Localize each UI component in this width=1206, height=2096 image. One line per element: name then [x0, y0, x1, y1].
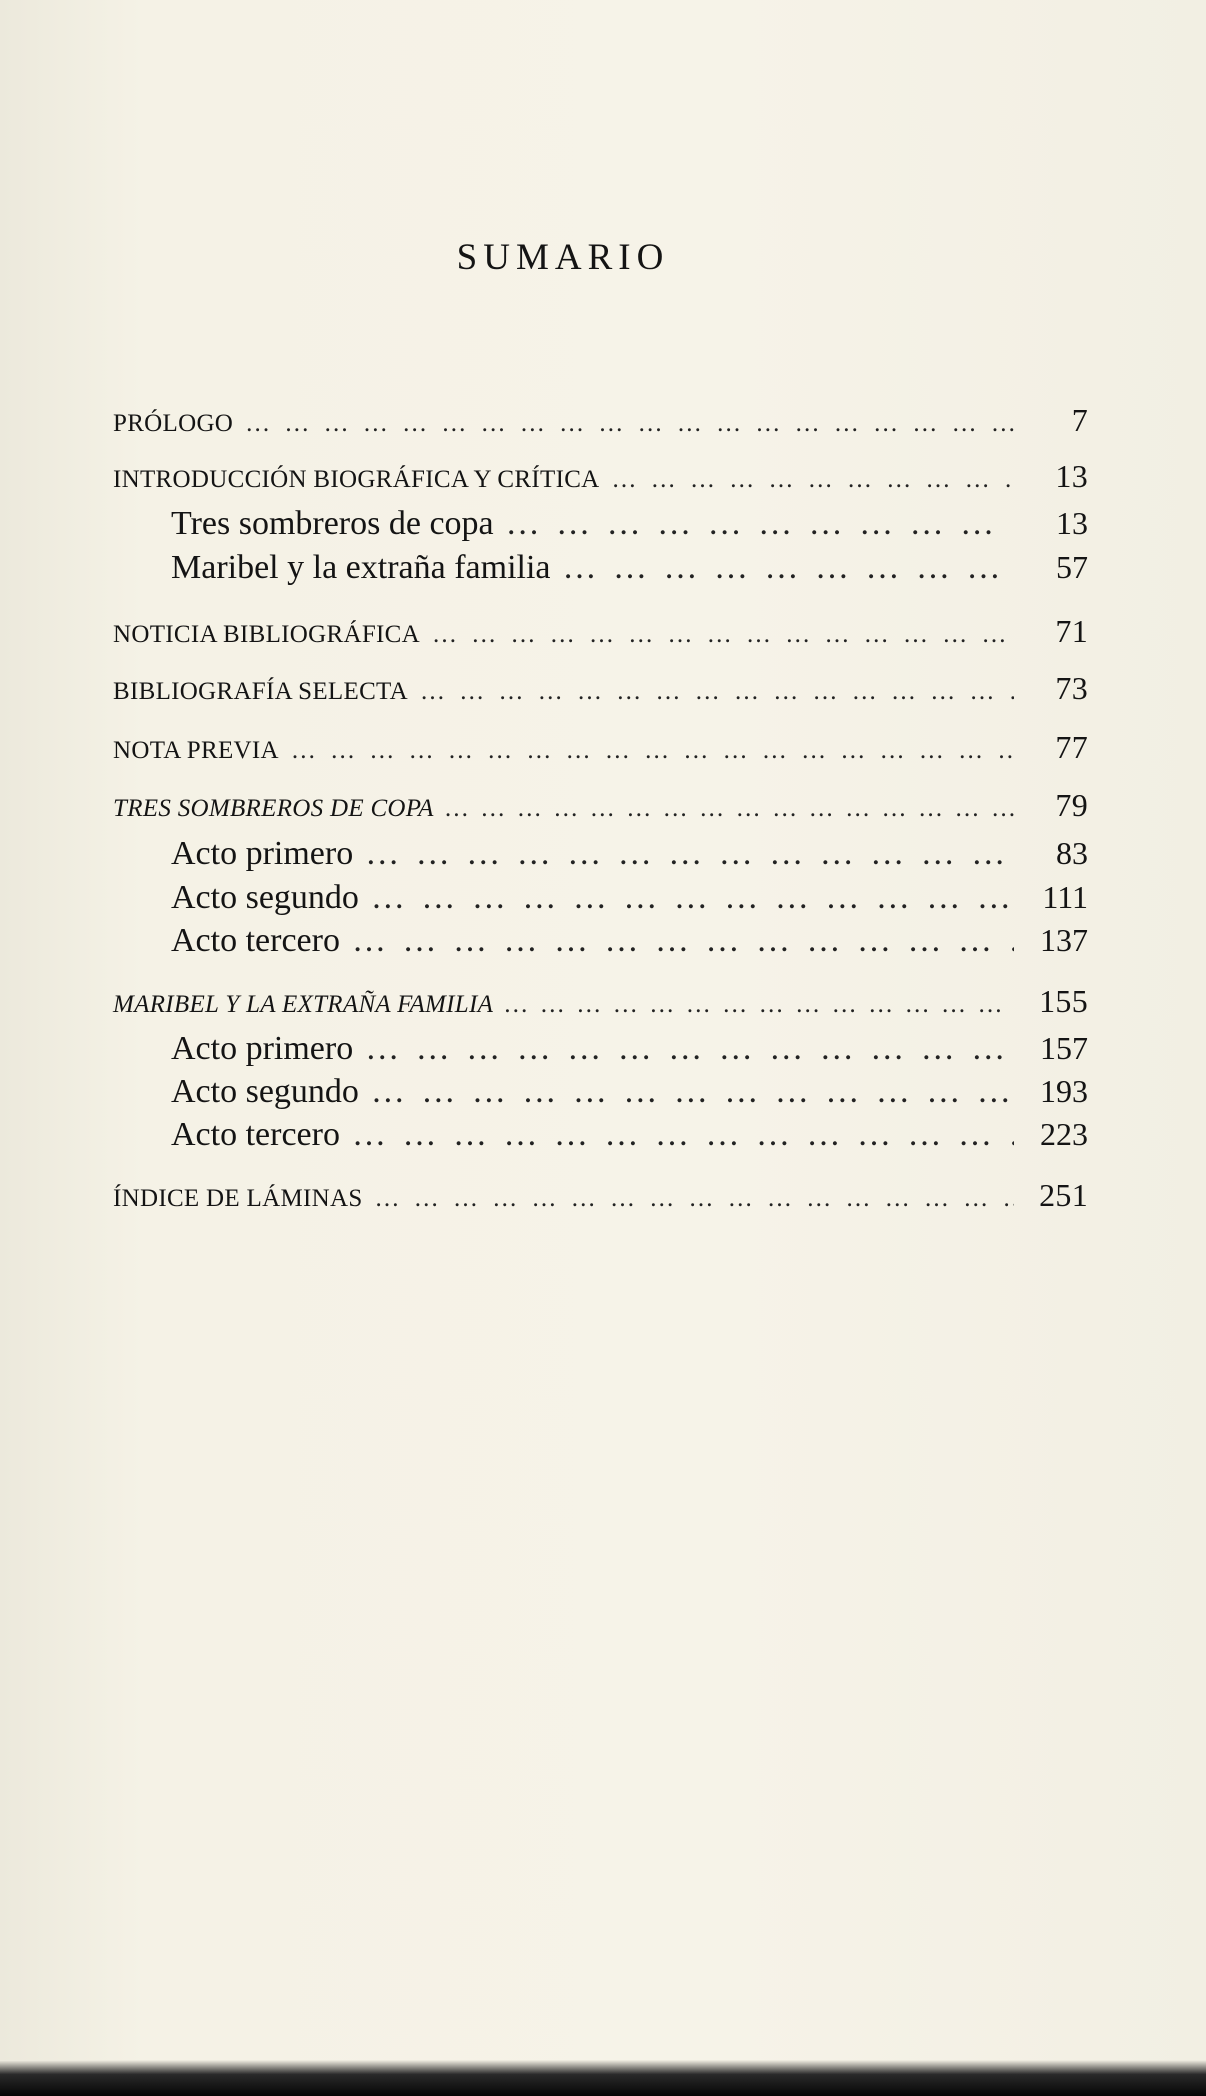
- toc-leader-dots: [612, 466, 1014, 494]
- toc-entry-label: MARIBEL Y LA EXTRAÑA FAMILIA: [113, 991, 494, 1018]
- toc-entry-tres-acto-primero: [113, 835, 1088, 873]
- table-of-contents: [113, 0, 1088, 2096]
- toc-entry-label: ÍNDICE DE LÁMINAS: [113, 1185, 363, 1212]
- toc-entry-page: 73: [1055, 670, 1088, 706]
- toc-entry-page: 13: [1056, 505, 1088, 541]
- toc-entry-page: 71: [1055, 613, 1088, 649]
- toc-leader-dots: [352, 922, 1014, 960]
- toc-entry-label: TRES SOMBREROS DE COPA: [113, 795, 434, 822]
- toc-entry-noticia: [113, 613, 1088, 650]
- toc-leader-dots: [420, 678, 1014, 706]
- toc-entry-label: BIBLIOGRAFÍA SELECTA: [113, 678, 408, 705]
- toc-entry-maribel-acto-tercero: [113, 1116, 1088, 1154]
- toc-entry-label: INTRODUCCIÓN BIOGRÁFICA Y CRÍTICA: [113, 466, 600, 493]
- toc-entry-page: 193: [1040, 1073, 1088, 1109]
- toc-entry-bibliografia: [113, 670, 1088, 707]
- toc-entry-label: Maribel y la extraña familia: [171, 549, 551, 586]
- toc-entry-tres-acto-tercero: [113, 922, 1088, 960]
- toc-leader-dots: [563, 549, 1015, 587]
- toc-leader-dots: [365, 835, 1014, 873]
- toc-entry-page: 83: [1056, 835, 1088, 871]
- toc-leader-dots: [446, 795, 1014, 823]
- toc-entry-intro-tres-sombreros: [113, 505, 1088, 543]
- toc-leader-dots: [371, 879, 1014, 917]
- toc-entry-page: 111: [1042, 879, 1088, 915]
- toc-entry-tres-acto-segundo: [113, 879, 1088, 917]
- toc-entry-page: 79: [1055, 787, 1088, 823]
- toc-entry-label: NOTA PREVIA: [113, 737, 279, 764]
- toc-entry-maribel-acto-primero: [113, 1030, 1088, 1068]
- toc-entry-maribel: [113, 983, 1088, 1020]
- toc-leader-dots: [371, 1073, 1014, 1111]
- toc-leader-dots: [375, 1185, 1014, 1213]
- toc-entry-label: Acto primero: [171, 1030, 354, 1067]
- toc-leader-dots: [245, 410, 1014, 438]
- toc-leader-dots: [352, 1116, 1014, 1154]
- toc-entry-page: 157: [1040, 1030, 1088, 1066]
- toc-entry-label: Tres sombreros de copa: [171, 505, 494, 542]
- toc-entry-tres-sombreros: [113, 787, 1088, 824]
- toc-entry-label: PRÓLOGO: [113, 410, 234, 437]
- toc-entry-page: 155: [1039, 983, 1088, 1019]
- toc-entry-page: 13: [1055, 458, 1088, 494]
- toc-entry-label: NOTICIA BIBLIOGRÁFICA: [113, 621, 420, 648]
- toc-entry-introduccion: [113, 458, 1088, 495]
- toc-entry-page: 137: [1040, 922, 1088, 958]
- scan-bottom-edge: [0, 2060, 1206, 2096]
- toc-leader-dots: [365, 1030, 1014, 1068]
- toc-entry-page: 77: [1055, 729, 1088, 765]
- toc-leader-dots: [506, 505, 1014, 543]
- toc-entry-label: Acto segundo: [171, 1073, 359, 1110]
- page-title-text: SUMARIO: [456, 237, 670, 278]
- toc-entry-prologo: [113, 402, 1088, 439]
- toc-entry-label: Acto tercero: [171, 1116, 340, 1153]
- toc-entry-label: Acto segundo: [171, 879, 359, 916]
- toc-entry-maribel-acto-segundo: [113, 1073, 1088, 1111]
- toc-entry-page: 7: [1071, 402, 1088, 438]
- toc-entry-label: Acto tercero: [171, 922, 340, 959]
- toc-entry-nota-previa: [113, 729, 1088, 766]
- toc-entry-page: 57: [1056, 549, 1088, 585]
- toc-entry-intro-maribel: [113, 549, 1088, 587]
- toc-leader-dots: [291, 737, 1014, 765]
- toc-entry-page: 223: [1040, 1116, 1088, 1152]
- toc-entry-label: Acto primero: [171, 835, 354, 872]
- toc-entry-page: 251: [1039, 1177, 1088, 1213]
- toc-entry-indice-laminas: [113, 1177, 1088, 1214]
- toc-leader-dots: [505, 991, 1014, 1019]
- toc-leader-dots: [432, 621, 1014, 649]
